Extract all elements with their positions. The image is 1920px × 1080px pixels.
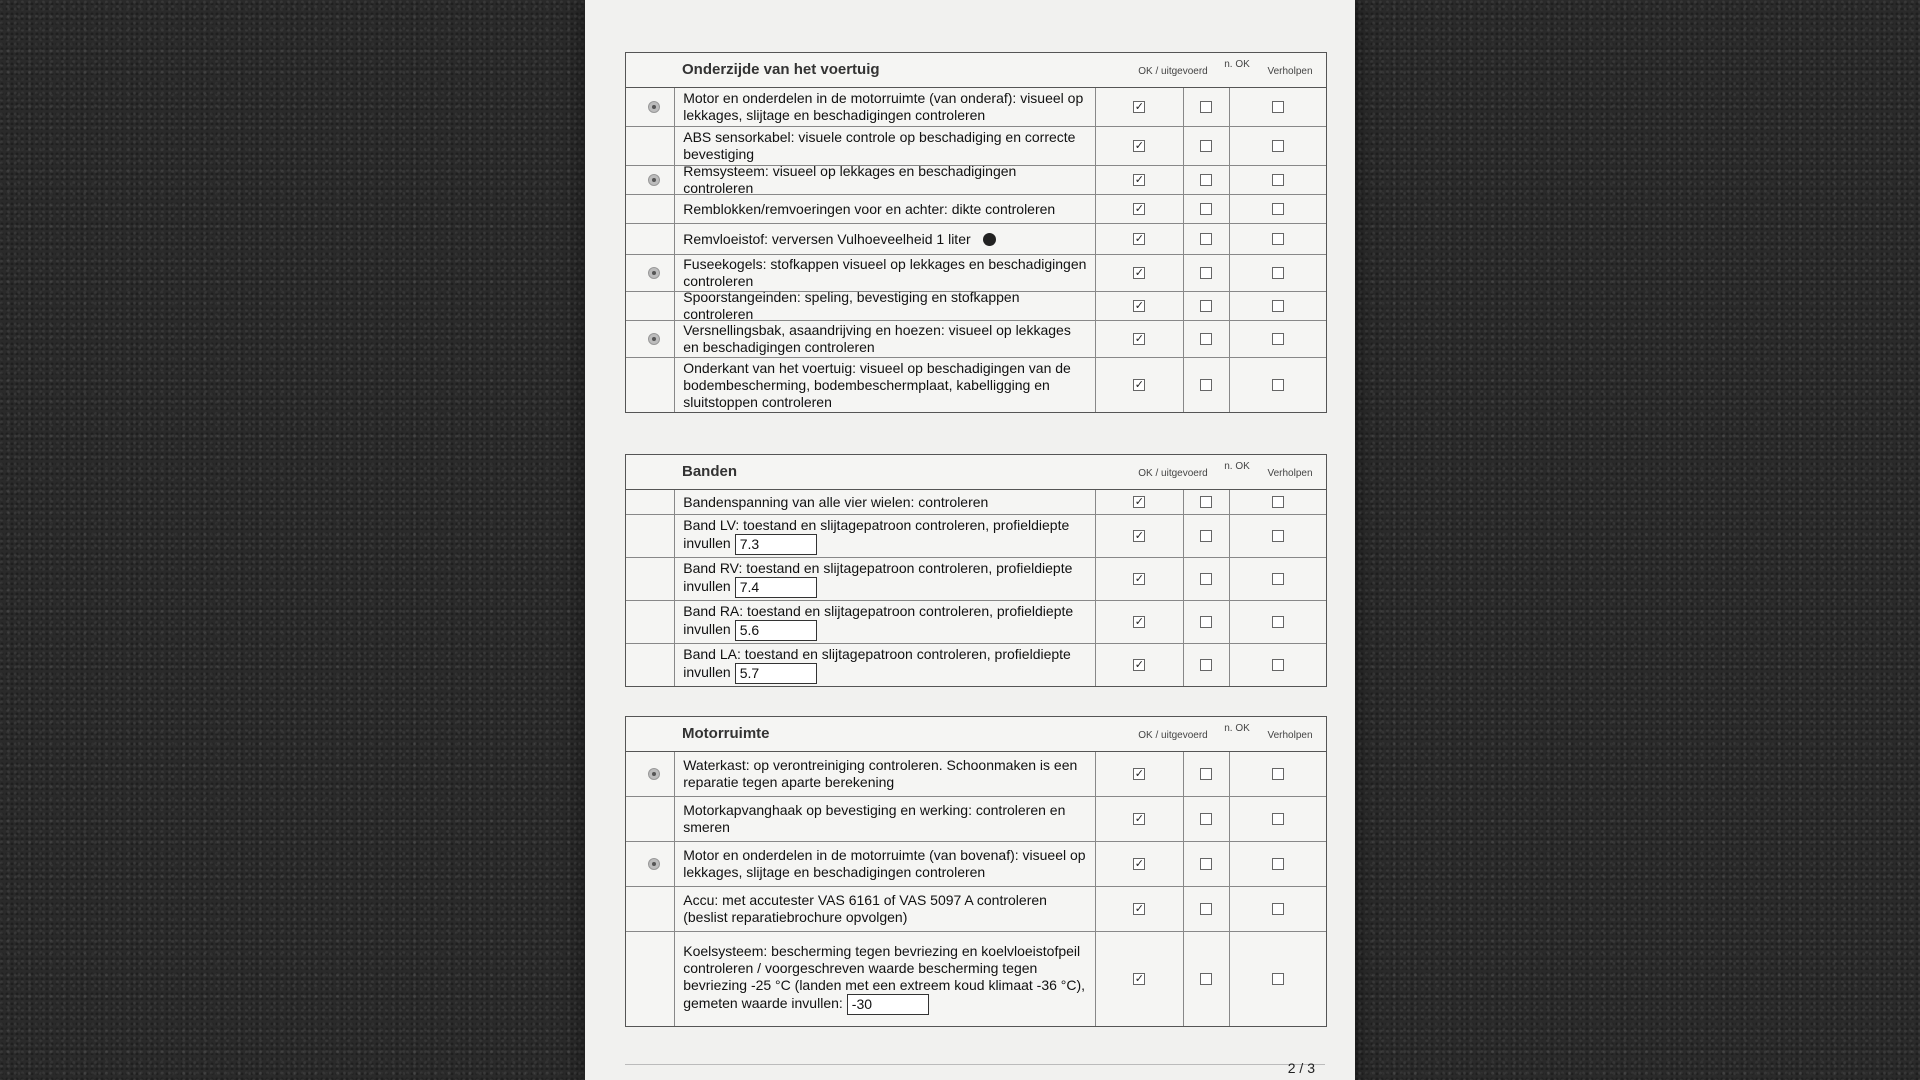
row-text: Motor en onderdelen in de motorruimte (van bovenaf): visueel op lekkages, slijtage en beschadigingen controleren [683,847,1086,880]
checklist-row [626,321,1326,358]
row-icon-cell [626,166,675,194]
checkbox-not-ok-cell [1184,797,1230,841]
column-header-fixed: Verholpen [1267,468,1313,479]
checkbox-ok[interactable]: ✓ [1134,496,1144,508]
checkbox-fixed-cell [1230,842,1326,886]
checklist-row [626,932,1326,1026]
checkbox-ok-cell [1096,88,1184,126]
row-text: Band RV: toestand en slijtagepatroon controleren, profieldiepte invullen [683,560,1073,595]
eye-icon [648,333,660,345]
eye-icon [648,101,660,113]
checkbox-fixed-cell [1230,797,1326,841]
row-text: Remsysteem: visueel op lekkages en beschadigingen controleren [683,163,1017,196]
column-header-nok: n. OK [1224,461,1250,472]
row-icon-cell [626,932,675,1026]
checklist-row [626,127,1326,166]
row-icon-cell [626,321,675,357]
row-text: Band RA: toestand en slijtagepatroon controleren, profieldiepte invullen [683,603,1074,638]
row-icon-cell [626,842,675,886]
checkbox-fixed-cell [1230,255,1326,291]
checkbox-not-ok[interactable] [1200,813,1212,825]
checkbox-not-ok[interactable] [1200,300,1212,312]
checkbox-not-ok-cell [1184,88,1230,126]
checkbox-not-ok-cell [1184,321,1230,357]
checkbox-not-ok[interactable] [1200,768,1212,780]
row-icon-cell [626,255,675,291]
row-description [675,127,1096,165]
checklist-row [626,224,1326,255]
row-text: Motorkapvanghaak op bevestiging en werking: controleren en smeren [683,802,1066,835]
checkbox-ok-cell [1096,255,1184,291]
section-header [626,53,1326,88]
checkbox-ok[interactable]: ✓ [1134,973,1144,985]
checkbox-not-ok[interactable] [1200,140,1212,152]
checkbox-not-ok[interactable] [1200,203,1212,215]
value-field[interactable]: 7.4 [735,577,817,598]
checkbox-fixed[interactable] [1272,973,1284,985]
ink-dot-icon [983,233,996,246]
section-header [626,455,1326,490]
row-description [675,321,1096,357]
checkbox-not-ok[interactable] [1200,174,1212,186]
row-text: Koelsysteem: bescherming tegen bevriezing en koelvloeistofpeil controleren / voorgeschreven waarde bescherming tegen bevriezing -25 °C (landen met een extreem koud klimaat -36 °C), gemeten waarde invullen: [683,943,1086,1012]
checkbox-ok[interactable]: ✓ [1134,768,1144,780]
eye-icon [648,267,660,279]
checkbox-fixed[interactable] [1272,333,1284,345]
row-text: Versnellingsbak, asaandrijving en hoezen: visueel op lekkages en beschadigingen controleren [683,322,1071,355]
checkbox-fixed[interactable] [1272,101,1284,113]
row-text: Motor en onderdelen in de motorruimte (van onderaf): visueel op lekkages, slijtage en beschadigingen controleren [683,90,1084,123]
checkbox-not-ok-cell [1184,932,1230,1026]
checkbox-ok[interactable]: ✓ [1134,140,1144,152]
checkbox-ok-cell [1096,842,1184,886]
row-text: Remblokken/remvoeringen voor en achter: dikte controleren [683,200,1056,217]
checkbox-not-ok[interactable] [1200,903,1212,915]
row-text: Band LV: toestand en slijtagepatroon controleren, profieldiepte invullen [683,517,1070,552]
row-icon-cell [626,358,675,412]
checkbox-ok-cell [1096,127,1184,165]
row-description [675,224,1096,254]
row-description [675,887,1096,931]
checkbox-fixed[interactable] [1272,659,1284,671]
row-description [675,932,1096,1026]
checkbox-ok-cell [1096,515,1184,557]
row-description [675,289,1096,322]
checkbox-fixed-cell [1230,887,1326,931]
row-icon-cell [626,644,675,686]
checklist-row [626,887,1326,932]
column-header-ok: OK / uitgevoerd [1138,468,1208,479]
checkbox-not-ok[interactable] [1200,530,1212,542]
row-description [675,797,1096,841]
checkbox-fixed[interactable] [1272,768,1284,780]
checkbox-fixed-cell [1230,195,1326,223]
checklist-row [626,490,1326,515]
checkbox-ok[interactable]: ✓ [1134,203,1144,215]
checkbox-fixed[interactable] [1272,530,1284,542]
checkbox-ok-cell [1096,490,1184,514]
checkbox-not-ok-cell [1184,195,1230,223]
checkbox-ok[interactable]: ✓ [1134,300,1144,312]
checkbox-ok-cell [1096,195,1184,223]
value-field[interactable]: 7.3 [735,534,817,555]
checkbox-not-ok-cell [1184,601,1230,643]
checkbox-ok[interactable]: ✓ [1134,573,1144,585]
checkbox-ok[interactable]: ✓ [1134,903,1144,915]
row-icon-cell [626,88,675,126]
checkbox-fixed[interactable] [1272,140,1284,152]
checkbox-not-ok-cell [1184,558,1230,600]
checkbox-ok-cell [1096,292,1184,320]
row-icon-cell [626,195,675,223]
checkbox-not-ok-cell [1184,127,1230,165]
checklist-row [626,644,1326,686]
value-field[interactable]: 5.6 [735,620,817,641]
checkbox-fixed[interactable] [1272,813,1284,825]
section-0 [625,52,1327,413]
footer-divider [625,1064,1325,1065]
checkbox-not-ok-cell [1184,255,1230,291]
row-text: Waterkast: op verontreiniging controleren. Schoonmaken is een reparatie tegen aparte berekening [683,757,1078,790]
checkbox-fixed-cell [1230,601,1326,643]
section-title: Motorruimte [682,725,770,742]
checkbox-fixed-cell [1230,752,1326,796]
row-icon-cell [626,127,675,165]
checkbox-not-ok[interactable] [1200,333,1212,345]
row-icon-cell [626,797,675,841]
checklist-row [626,358,1326,412]
row-text: ABS sensorkabel: visuele controle op beschadiging en correcte bevestiging [683,129,1076,162]
eye-icon [648,858,660,870]
checklist-row [626,163,1326,196]
checkbox-not-ok[interactable] [1200,659,1212,671]
checklist-row [626,797,1326,842]
checklist-row [626,842,1326,887]
checklist-row [626,558,1326,601]
section-title: Onderzijde van het voertuig [682,61,880,78]
row-description [675,515,1096,557]
checkbox-fixed-cell [1230,558,1326,600]
row-description [675,842,1096,886]
checkbox-ok-cell [1096,887,1184,931]
checkbox-ok-cell [1096,224,1184,254]
checkbox-ok-cell [1096,358,1184,412]
checkbox-not-ok-cell [1184,490,1230,514]
checkbox-not-ok-cell [1184,644,1230,686]
checkbox-ok[interactable]: ✓ [1134,233,1144,245]
checkbox-fixed-cell [1230,166,1326,194]
column-header-nok: n. OK [1224,723,1250,734]
row-description [675,644,1096,686]
row-description [675,490,1096,514]
row-text: Onderkant van het voertuig: visueel op beschadigingen van de bodembescherming, bodembeschermplaat, kabelligging en sluitstoppen controleren [683,359,1071,410]
checkbox-ok[interactable]: ✓ [1134,101,1144,113]
checkbox-not-ok-cell [1184,515,1230,557]
row-description [675,88,1096,126]
checkbox-fixed[interactable] [1272,174,1284,186]
checklist-row [626,601,1326,644]
row-icon-cell [626,224,675,254]
row-icon-cell [626,601,675,643]
checklist-row [626,515,1326,558]
checkbox-fixed[interactable] [1272,233,1284,245]
checkbox-ok[interactable]: ✓ [1134,530,1144,542]
row-text: Spoorstangeinden: speling, bevestiging en stofkappen controleren [683,289,1020,322]
checkbox-ok[interactable]: ✓ [1134,379,1144,391]
section-2 [625,716,1327,1027]
checkbox-not-ok-cell [1184,887,1230,931]
section-1 [625,454,1327,687]
checkbox-ok-cell [1096,558,1184,600]
row-description [675,195,1096,223]
checkbox-ok[interactable]: ✓ [1134,174,1144,186]
checkbox-ok[interactable]: ✓ [1134,858,1144,870]
checkbox-fixed[interactable] [1272,903,1284,915]
checkbox-ok[interactable]: ✓ [1134,659,1144,671]
checkbox-ok-cell [1096,797,1184,841]
row-description [675,601,1096,643]
section-header [626,717,1326,752]
checkbox-fixed-cell [1230,358,1326,412]
checklist-row [626,255,1326,292]
eye-icon [648,174,660,186]
checkbox-not-ok[interactable] [1200,267,1212,279]
checkbox-fixed[interactable] [1272,379,1284,391]
eye-icon [648,768,660,780]
row-icon-cell [626,558,675,600]
row-icon-cell [626,887,675,931]
row-description [675,558,1096,600]
page-number: 2 / 3 [1287,1060,1315,1076]
row-text: Bandenspanning van alle vier wielen: controleren [683,493,989,510]
checkbox-not-ok[interactable] [1200,973,1212,985]
section-title: Banden [682,463,738,480]
column-header-fixed: Verholpen [1267,66,1313,77]
checkbox-ok-cell [1096,166,1184,194]
checkbox-not-ok-cell [1184,292,1230,320]
checklist-row [626,289,1326,322]
row-icon-cell [626,490,675,514]
checkbox-fixed-cell [1230,321,1326,357]
checkbox-ok[interactable]: ✓ [1134,333,1144,345]
checkbox-not-ok[interactable] [1200,496,1212,508]
checkbox-ok-cell [1096,644,1184,686]
row-text: Accu: met accutester VAS 6161 of VAS 5097 A controleren (beslist reparatiebrochure opvolgen) [683,892,1047,925]
checkbox-not-ok[interactable] [1200,858,1212,870]
checkbox-not-ok[interactable] [1200,573,1212,585]
checklist-row [626,195,1326,224]
value-field[interactable]: 5.7 [735,663,817,684]
checkbox-ok-cell [1096,601,1184,643]
checkbox-not-ok-cell [1184,752,1230,796]
row-icon-cell [626,752,675,796]
row-text: Remvloeistof: verversen Vulhoeveelheid 1 liter [683,230,971,247]
checkbox-fixed-cell [1230,490,1326,514]
checkbox-fixed[interactable] [1272,203,1284,215]
checkbox-not-ok-cell [1184,166,1230,194]
checkbox-fixed-cell [1230,88,1326,126]
checkbox-fixed[interactable] [1272,496,1284,508]
row-description [675,163,1096,196]
checkbox-fixed[interactable] [1272,858,1284,870]
checkbox-fixed[interactable] [1272,616,1284,628]
row-icon-cell [626,515,675,557]
checklist-row [626,752,1326,797]
row-description [675,752,1096,796]
checkbox-ok[interactable]: ✓ [1134,616,1144,628]
row-description [675,358,1096,412]
checklist-paper [585,0,1355,1080]
checkbox-not-ok[interactable] [1200,101,1212,113]
row-description [675,255,1096,291]
checkbox-ok-cell [1096,752,1184,796]
checkbox-fixed-cell [1230,292,1326,320]
column-header-fixed: Verholpen [1267,730,1313,741]
checkbox-not-ok[interactable] [1200,379,1212,391]
checklist-row [626,88,1326,127]
checkbox-ok[interactable]: ✓ [1134,267,1144,279]
checkbox-fixed[interactable] [1272,573,1284,585]
checkbox-not-ok-cell [1184,358,1230,412]
checkbox-not-ok-cell [1184,842,1230,886]
checkbox-fixed[interactable] [1272,267,1284,279]
row-text: Band LA: toestand en slijtagepatroon controleren, profieldiepte invullen [683,646,1071,681]
checkbox-fixed-cell [1230,644,1326,686]
row-text: Fuseekogels: stofkappen visueel op lekkages en beschadigingen controleren [683,256,1087,289]
column-header-ok: OK / uitgevoerd [1138,730,1208,741]
checkbox-ok[interactable]: ✓ [1134,813,1144,825]
checkbox-fixed[interactable] [1272,300,1284,312]
column-header-ok: OK / uitgevoerd [1138,66,1208,77]
checkbox-fixed-cell [1230,932,1326,1026]
checkbox-fixed-cell [1230,224,1326,254]
checkbox-not-ok[interactable] [1200,233,1212,245]
row-icon-cell [626,292,675,320]
checkbox-fixed-cell [1230,515,1326,557]
column-header-nok: n. OK [1224,59,1250,70]
checkbox-ok-cell [1096,932,1184,1026]
checkbox-ok-cell [1096,321,1184,357]
value-field[interactable]: -30 [847,994,929,1015]
checkbox-not-ok[interactable] [1200,616,1212,628]
checkbox-fixed-cell [1230,127,1326,165]
checkbox-not-ok-cell [1184,224,1230,254]
